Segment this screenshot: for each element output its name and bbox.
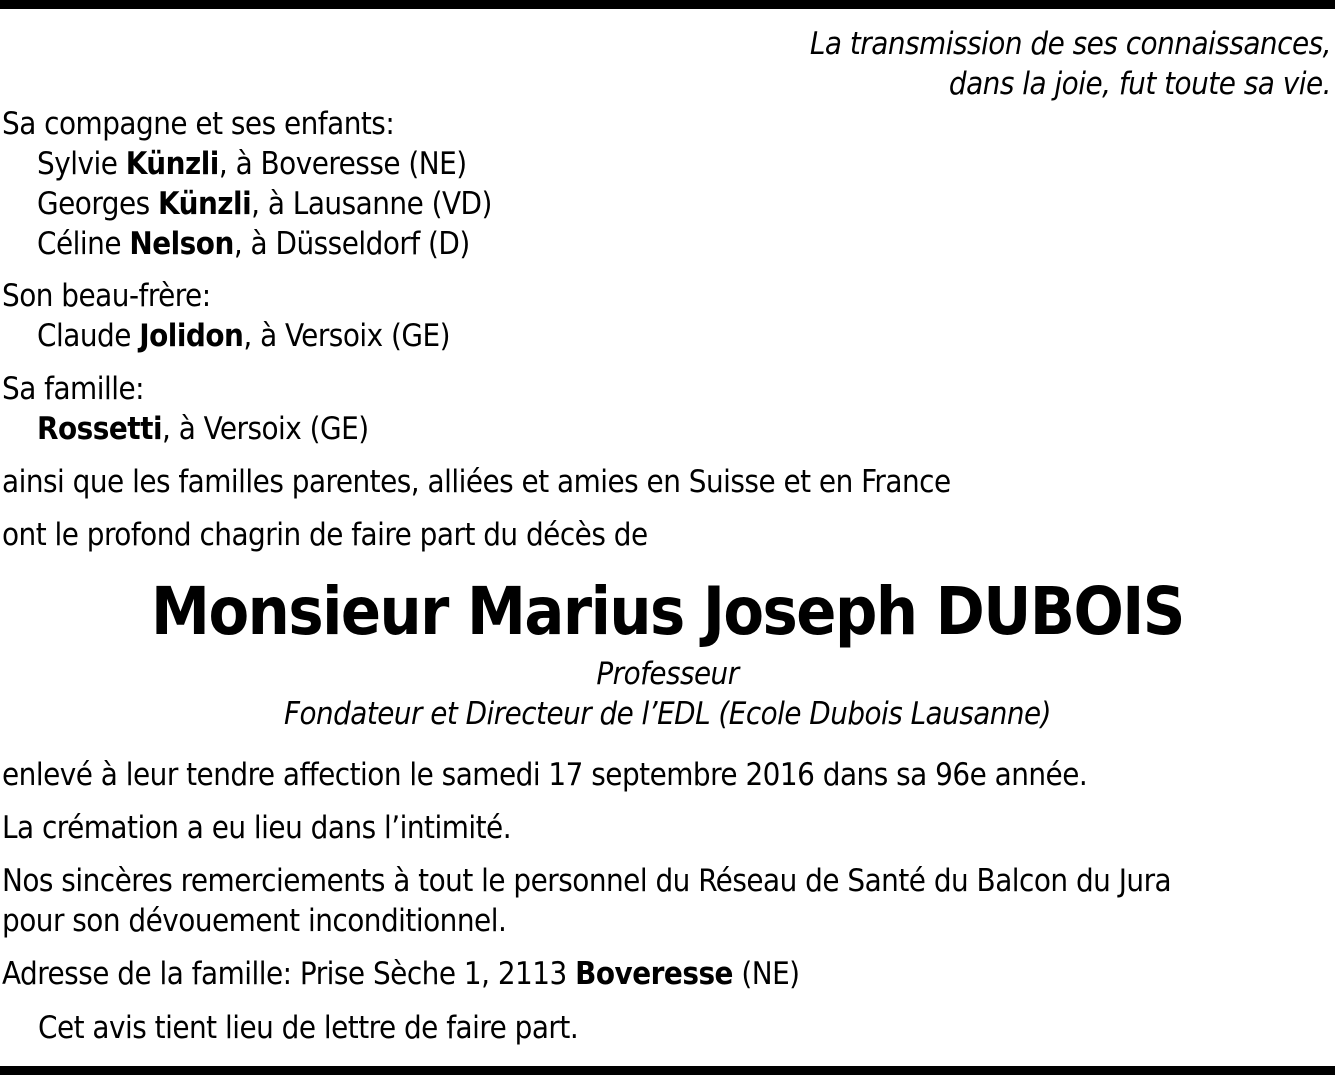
brother-in-law-section [2, 276, 450, 356]
thanks-line-1: Nos sincères remerciements à tout le personnel du Réseau de Santé du Balcon du Jura [2, 863, 1172, 899]
deceased-title: Professeur [596, 656, 739, 692]
family-member: Claude Jolidon, à Versoix (GE) [37, 318, 450, 354]
family-address: Adresse de la famille: Prise Sèche 1, 2113 Boveresse (NE) [2, 956, 800, 992]
announcement-line: ont le profond chagrin de faire part du décès de [2, 517, 648, 553]
companion-section [2, 104, 492, 264]
closing-line: Cet avis tient lieu de lettre de faire part. [38, 1010, 579, 1046]
companion-heading: Sa compagne et ses enfants: [2, 106, 395, 142]
family-member: Céline Nelson, à Düsseldorf (D) [37, 226, 470, 262]
family-member-surname: Jolidon [139, 318, 244, 354]
quote-line-2: dans la joie, fut toute sa vie. [948, 66, 1331, 102]
cremation-line: La crémation a eu lieu dans l’intimité. [2, 810, 512, 846]
family-member-surname: Künzli [158, 186, 252, 222]
relatives-line: ainsi que les familles parentes, alliées et amies en Suisse et en France [2, 464, 951, 500]
family-member: Rossetti, à Versoix (GE) [37, 411, 369, 447]
family-heading: Sa famille: [2, 371, 145, 407]
bottom-rule [0, 1066, 1335, 1075]
deceased-role: Fondateur et Directeur de l’EDL (Ecole Dubois Lausanne) [284, 696, 1051, 732]
passing-line: enlevé à leur tendre affection le samedi 17 septembre 2016 dans sa 96e année. [2, 757, 1088, 793]
top-rule [0, 0, 1335, 9]
address-town: Boveresse [575, 956, 733, 992]
thanks-line-2: pour son dévouement inconditionnel. [2, 903, 507, 939]
brother-in-law-heading: Son beau-frère: [2, 278, 211, 314]
family-member: Georges Künzli, à Lausanne (VD) [37, 186, 492, 222]
family-section [2, 369, 369, 449]
family-member-surname: Künzli [125, 146, 219, 182]
quote-line-1: La transmission de ses connaissances, [809, 26, 1331, 62]
family-member-surname: Rossetti [37, 411, 162, 447]
family-member: Sylvie Künzli, à Boveresse (NE) [37, 146, 467, 182]
epigraph-quote [810, 24, 1331, 104]
thanks-section [2, 861, 1171, 941]
family-member-surname: Nelson [129, 226, 234, 262]
deceased-name: Monsieur Marius Joseph DUBOIS [151, 573, 1184, 650]
